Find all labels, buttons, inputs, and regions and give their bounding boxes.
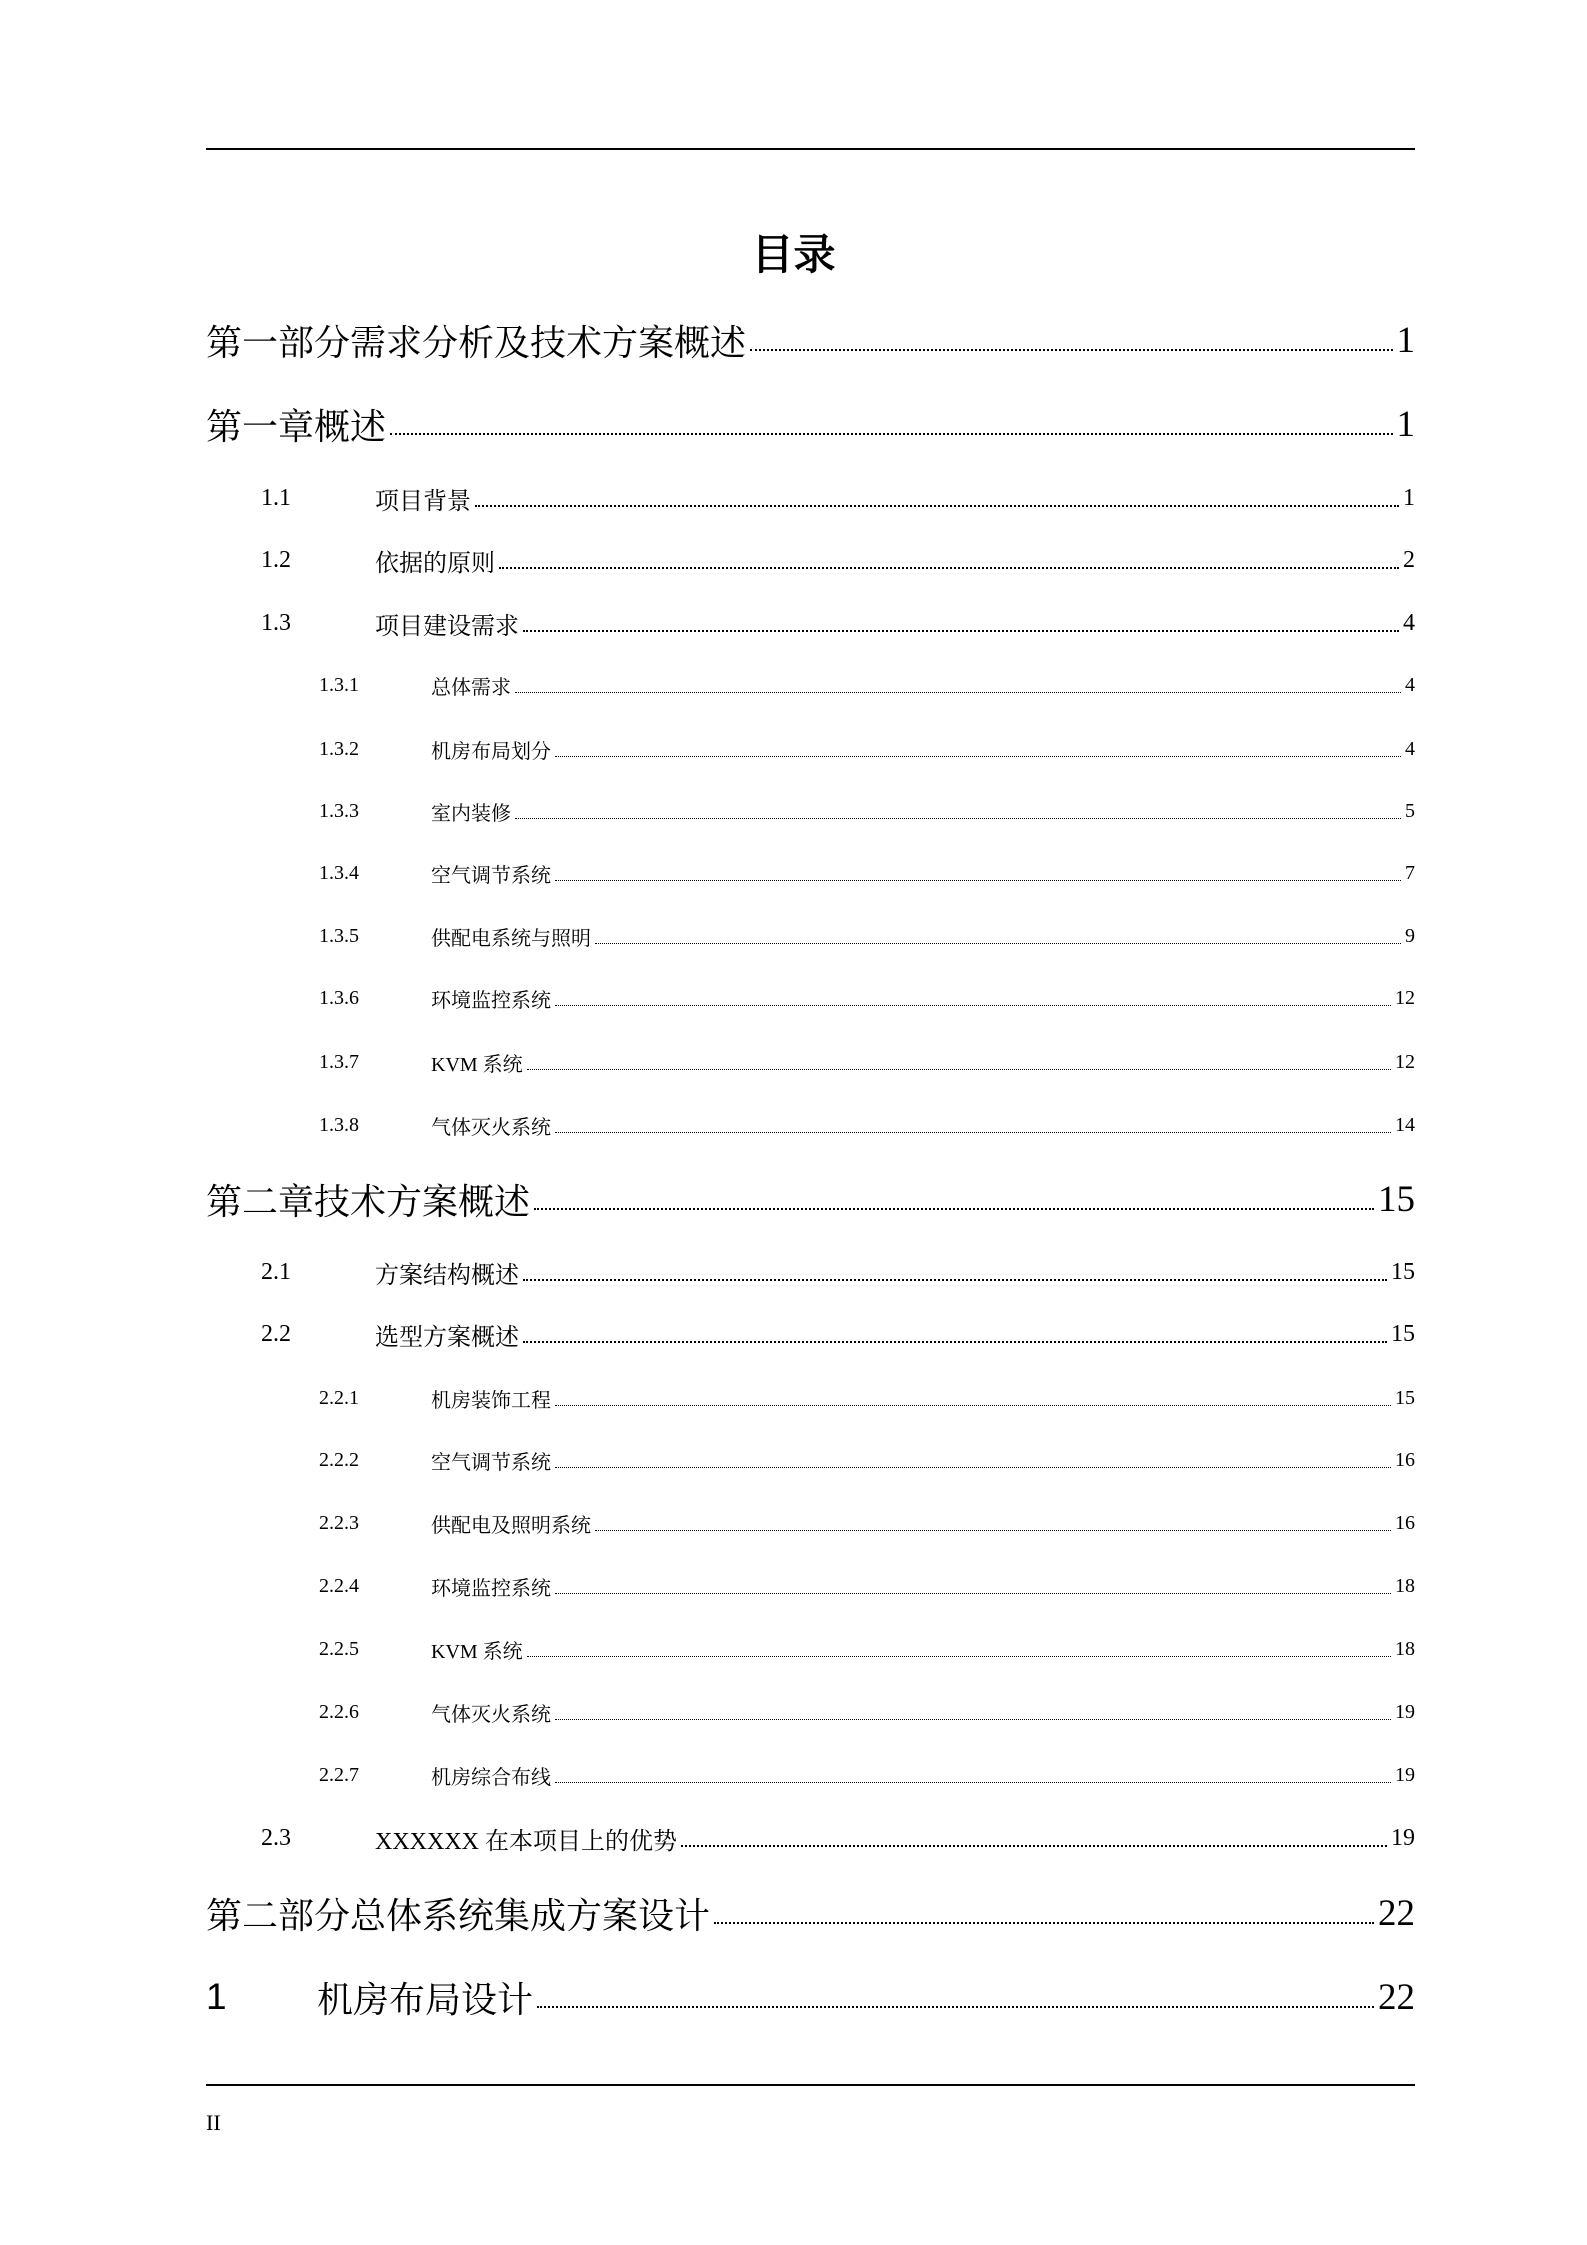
- dot-leader: [515, 692, 1401, 693]
- toc-entry-label: 气体灭火系统: [431, 1703, 551, 1726]
- toc-entry-number: 2.2.4: [319, 1574, 359, 1597]
- toc-entry-page: 18: [1395, 1637, 1415, 1660]
- toc-entry-label: 环境监控系统: [431, 1577, 551, 1600]
- toc-entry-number: 2.2.2: [319, 1448, 359, 1471]
- toc-entry-label: 依据的原则: [375, 550, 495, 577]
- toc-entry-page: 14: [1395, 1113, 1415, 1136]
- toc-entry[interactable]: [319, 1435, 1415, 1485]
- toc-entry-number: 1.3.3: [319, 799, 359, 822]
- toc-entry[interactable]: [206, 1972, 1415, 2022]
- dot-leader: [523, 1279, 1387, 1281]
- toc-entry[interactable]: [261, 598, 1415, 648]
- toc-entry-number: 2.2.5: [319, 1637, 359, 1660]
- toc-entry[interactable]: [206, 1174, 1415, 1224]
- dot-leader: [534, 1208, 1374, 1210]
- dot-leader: [555, 756, 1401, 757]
- toc-entry-number: 1: [206, 1976, 227, 2017]
- toc-entry[interactable]: [261, 473, 1415, 523]
- toc-entry-label: 供配电系统与照明: [431, 927, 591, 950]
- toc-entry-page: 4: [1405, 673, 1415, 696]
- dot-leader: [555, 1593, 1391, 1594]
- dot-leader: [714, 1922, 1374, 1924]
- dot-leader: [555, 1405, 1391, 1406]
- toc-entry[interactable]: [319, 848, 1415, 898]
- dot-leader: [390, 433, 1392, 435]
- toc-entry-label: KVM 系统: [431, 1640, 523, 1663]
- toc-entry[interactable]: [261, 1813, 1415, 1863]
- toc-entry-label: XXXXXX 在本项目上的优势: [375, 1828, 677, 1855]
- toc-entry[interactable]: [319, 660, 1415, 710]
- toc-entry-label: 总体需求: [431, 676, 511, 699]
- toc-entry-label: 空气调节系统: [431, 1451, 551, 1474]
- page-title: 目录: [751, 230, 836, 279]
- toc-entry-page: 15: [1391, 1320, 1415, 1347]
- dot-leader: [555, 1467, 1391, 1468]
- toc-entry[interactable]: [206, 1888, 1415, 1938]
- toc-entry-page: 9: [1405, 924, 1415, 947]
- toc-entry-label: 第二章技术方案概述: [206, 1181, 531, 1223]
- dot-leader: [527, 1656, 1391, 1657]
- toc-entry[interactable]: [261, 535, 1415, 585]
- toc-entry-page: 16: [1395, 1511, 1415, 1534]
- dot-leader: [475, 505, 1399, 507]
- toc-entry-label: 选型方案概述: [375, 1324, 519, 1351]
- toc-entry-number: 2.2: [261, 1320, 291, 1347]
- toc-entry-number: 2.1: [261, 1258, 291, 1285]
- toc-entry-page: 15: [1395, 1386, 1415, 1409]
- toc-entry-label: 第一部分需求分析及技术方案概述: [206, 322, 747, 364]
- toc-entry[interactable]: [319, 1373, 1415, 1423]
- dot-leader: [681, 1845, 1387, 1847]
- toc-entry-page: 1: [1403, 484, 1415, 511]
- toc-entry-page: 4: [1405, 737, 1415, 760]
- dot-leader: [555, 1719, 1391, 1720]
- dot-leader: [555, 1005, 1391, 1006]
- toc-entry-label: 第二部分总体系统集成方案设计: [206, 1895, 711, 1937]
- toc-entry-label: 环境监控系统: [431, 989, 551, 1012]
- toc-entry-page: 7: [1405, 861, 1415, 884]
- toc-entry-page: 2: [1403, 546, 1415, 573]
- toc-entry-page: 1: [1396, 403, 1415, 445]
- toc-entry-number: 2.3: [261, 1824, 291, 1851]
- dot-leader: [750, 349, 1392, 351]
- dot-leader: [523, 630, 1399, 632]
- toc-entry[interactable]: [319, 1037, 1415, 1087]
- toc-entry[interactable]: [319, 1561, 1415, 1611]
- toc-entry-label: 机房装饰工程: [431, 1389, 551, 1412]
- toc-entry-page: 19: [1395, 1700, 1415, 1723]
- toc-entry-number: 1.3.1: [319, 673, 359, 696]
- toc-entry-number: 1.2: [261, 546, 291, 573]
- dot-leader: [523, 1341, 1387, 1343]
- toc-entry-label: 第一章概述: [206, 406, 387, 448]
- toc-entry-label: 机房布局划分: [431, 740, 551, 763]
- toc-entry[interactable]: [319, 1750, 1415, 1800]
- toc-entry[interactable]: [206, 315, 1415, 365]
- dot-leader: [555, 1132, 1391, 1133]
- toc-entry-label: 供配电及照明系统: [431, 1514, 591, 1537]
- toc-entry[interactable]: [319, 786, 1415, 836]
- toc-entry-label: 室内装修: [431, 802, 511, 825]
- toc-entry-page: 15: [1378, 1178, 1415, 1220]
- header-rule: [206, 148, 1415, 150]
- toc-entry[interactable]: [319, 724, 1415, 774]
- toc-entry-number: 1.3.2: [319, 737, 359, 760]
- dot-leader: [537, 2006, 1374, 2008]
- toc-entry-number: 1.3.7: [319, 1050, 359, 1073]
- toc-entry-page: 22: [1378, 1976, 1415, 2018]
- toc-entry-label: KVM 系统: [431, 1053, 523, 1076]
- toc-entry-page: 19: [1395, 1763, 1415, 1786]
- toc-entry-number: 2.2.7: [319, 1763, 359, 1786]
- toc-entry[interactable]: [319, 1498, 1415, 1548]
- toc-entry-page: 19: [1391, 1824, 1415, 1851]
- toc-entry[interactable]: [261, 1247, 1415, 1297]
- toc-entry-number: 1.1: [261, 484, 291, 511]
- toc-entry[interactable]: [319, 1624, 1415, 1674]
- toc-entry-number: 1.3: [261, 609, 291, 636]
- dot-leader: [555, 1782, 1391, 1783]
- toc-entry[interactable]: [206, 399, 1415, 449]
- toc-entry-number: 1.3.8: [319, 1113, 359, 1136]
- toc-entry[interactable]: [319, 1100, 1415, 1150]
- dot-leader: [555, 880, 1401, 881]
- toc-entry-page: 16: [1395, 1448, 1415, 1471]
- toc-entry-number: 1.3.4: [319, 861, 359, 884]
- toc-entry-page: 22: [1378, 1892, 1415, 1934]
- dot-leader: [499, 567, 1399, 569]
- dot-leader: [595, 943, 1401, 944]
- toc-entry-number: 2.2.6: [319, 1700, 359, 1723]
- toc-entry-number: 1.3.5: [319, 924, 359, 947]
- toc-entry-number: 1.3.6: [319, 986, 359, 1009]
- toc-entry-page: 4: [1403, 609, 1415, 636]
- toc-entry-label: 空气调节系统: [431, 864, 551, 887]
- toc-entry-label: 方案结构概述: [375, 1262, 519, 1289]
- toc-entry-number: 2.2.3: [319, 1511, 359, 1534]
- toc-entry[interactable]: [319, 911, 1415, 961]
- toc-entry-label: 项目背景: [375, 488, 471, 515]
- dot-leader: [595, 1530, 1391, 1531]
- toc-entry-page: 12: [1395, 1050, 1415, 1073]
- toc-entry-page: 18: [1395, 1574, 1415, 1597]
- toc-entry-page: 5: [1405, 799, 1415, 822]
- toc-entry-label: 气体灭火系统: [431, 1116, 551, 1139]
- toc-entry-label: 机房综合布线: [431, 1766, 551, 1789]
- toc-entry-page: 1: [1396, 319, 1415, 361]
- toc-entry-page: 12: [1395, 986, 1415, 1009]
- page-number: II: [206, 2110, 221, 2135]
- footer-rule: [206, 2084, 1415, 2086]
- dot-leader: [527, 1069, 1391, 1070]
- toc-entry[interactable]: [319, 1687, 1415, 1737]
- toc-entry[interactable]: [319, 973, 1415, 1023]
- toc-entry-label: 项目建设需求: [375, 613, 519, 640]
- toc-entry-number: 2.2.1: [319, 1386, 359, 1409]
- toc-entry[interactable]: [261, 1309, 1415, 1359]
- toc-entry-page: 15: [1391, 1258, 1415, 1285]
- dot-leader: [515, 818, 1401, 819]
- toc-entry-label: 机房布局设计: [317, 1979, 534, 2021]
